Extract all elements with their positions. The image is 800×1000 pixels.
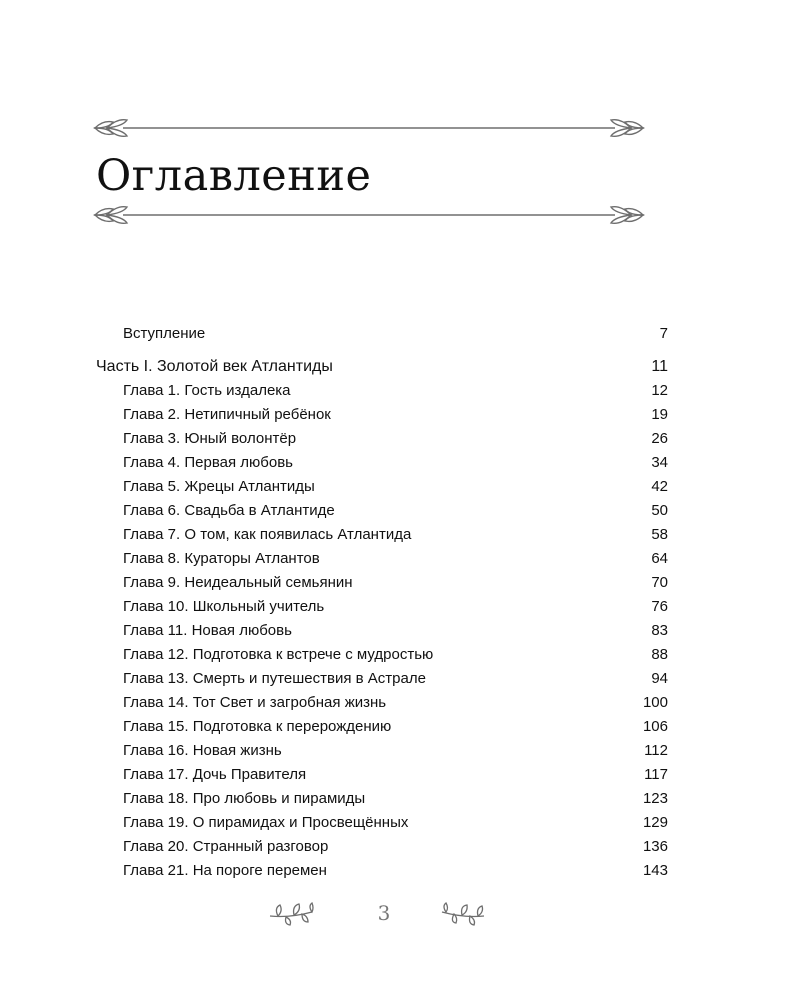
toc-chapter-page: 76 [651,598,668,615]
toc-chapter-label: Глава 8. Кураторы Атлантов [123,550,320,567]
toc-chapter-row[interactable] [0,379,800,403]
toc-intro-label: Вступление [123,325,206,342]
toc-chapter-page: 136 [642,838,668,855]
toc-chapter-page: 106 [642,718,668,735]
toc-chapter-page: 19 [651,406,668,423]
toc-chapter-label: Глава 10. Школьный учитель [123,598,325,615]
toc-chapter-page: 34 [651,454,668,471]
toc-chapter-row[interactable] [0,763,800,787]
page-number: 3 [377,901,391,925]
toc-chapter-label: Глава 9. Неидеальный семьянин [123,574,353,591]
toc-chapter-label: Глава 12. Подготовка к встрече с мудростью [123,646,434,663]
toc-chapter-row[interactable] [0,523,800,547]
toc-chapter-label: Глава 13. Смерть и путешествия в Астрале [123,670,426,687]
toc-chapter-row[interactable] [0,547,800,571]
toc-chapter-row[interactable] [0,787,800,811]
toc-intro-page: 7 [659,325,668,342]
toc-chapter-page: 50 [651,502,668,519]
toc-chapter-page: 94 [651,670,668,687]
toc-chapter-row[interactable] [0,811,800,835]
toc-chapter-page: 100 [642,694,668,711]
toc-chapter-label: Глава 3. Юный волонтёр [123,430,297,447]
toc-chapter-row[interactable] [0,715,800,739]
toc-chapter-label: Глава 7. О том, как появилась Атлантида [123,526,412,543]
toc-chapter-page: 117 [644,766,668,783]
toc-chapter-page: 42 [651,478,668,495]
page-footer [0,898,800,930]
toc-chapter-label: Глава 6. Свадьба в Атлантиде [123,502,335,519]
toc-part-label: Часть I. Золотой век Атлантиды [96,358,333,375]
toc-chapter-row[interactable] [0,835,800,859]
ornament-bottom-icon [93,203,645,227]
toc-chapter-label: Глава 21. На пороге перемен [123,862,327,879]
toc-chapter-label: Глава 5. Жрецы Атлантиды [123,478,315,495]
toc-chapter-row[interactable] [0,691,800,715]
ornament-top-icon [93,116,645,140]
toc-part-page: 11 [651,358,668,375]
toc-chapter-label: Глава 4. Первая любовь [123,454,293,471]
toc-chapter-label: Глава 1. Гость издалека [123,382,291,399]
toc-chapter-label: Глава 11. Новая любовь [123,622,292,639]
toc-chapter-page: 26 [651,430,668,447]
toc-chapter-page: 88 [651,646,668,663]
toc-chapter-row[interactable] [0,475,800,499]
toc-chapter-row[interactable] [0,499,800,523]
toc-chapter-page: 83 [651,622,668,639]
toc-chapter-row[interactable] [0,595,800,619]
toc-chapter-page: 70 [651,574,668,591]
toc-chapter-label: Глава 2. Нетипичный ребёнок [123,406,331,423]
leaf-sprig-right-icon [440,902,486,926]
toc-chapter-page: 58 [651,526,668,543]
leaf-sprig-left-icon [268,902,314,926]
toc-chapter-label: Глава 15. Подготовка к перерождению [123,718,392,735]
toc-chapter-label: Глава 18. Про любовь и пирамиды [123,790,366,807]
toc-chapter-row[interactable] [0,571,800,595]
toc-chapter-page: 123 [642,790,668,807]
toc-chapter-label: Глава 19. О пирамидах и Просвещённых [123,814,409,831]
toc-chapter-page: 143 [642,862,668,879]
toc-chapter-row[interactable] [0,667,800,691]
toc-chapter-page: 129 [642,814,668,831]
toc-chapter-label: Глава 17. Дочь Правителя [123,766,307,783]
toc-intro-row[interactable] [0,322,800,346]
toc-chapter-row[interactable] [0,859,800,883]
toc-chapter-label: Глава 16. Новая жизнь [123,742,282,759]
toc-chapter-page: 64 [651,550,668,567]
toc-chapter-row[interactable] [0,403,800,427]
toc-chapter-page: 12 [651,382,668,399]
toc-chapter-row[interactable] [0,451,800,475]
toc-chapter-row[interactable] [0,619,800,643]
toc-part-row[interactable] [0,355,800,379]
toc-chapter-label: Глава 14. Тот Свет и загробная жизнь [123,694,387,711]
toc-chapter-row[interactable] [0,643,800,667]
page-title: Оглавление [96,151,372,201]
toc-chapter-row[interactable] [0,739,800,763]
toc-chapter-label: Глава 20. Странный разговор [123,838,329,855]
toc-chapter-row[interactable] [0,427,800,451]
toc-chapter-page: 112 [644,742,668,759]
